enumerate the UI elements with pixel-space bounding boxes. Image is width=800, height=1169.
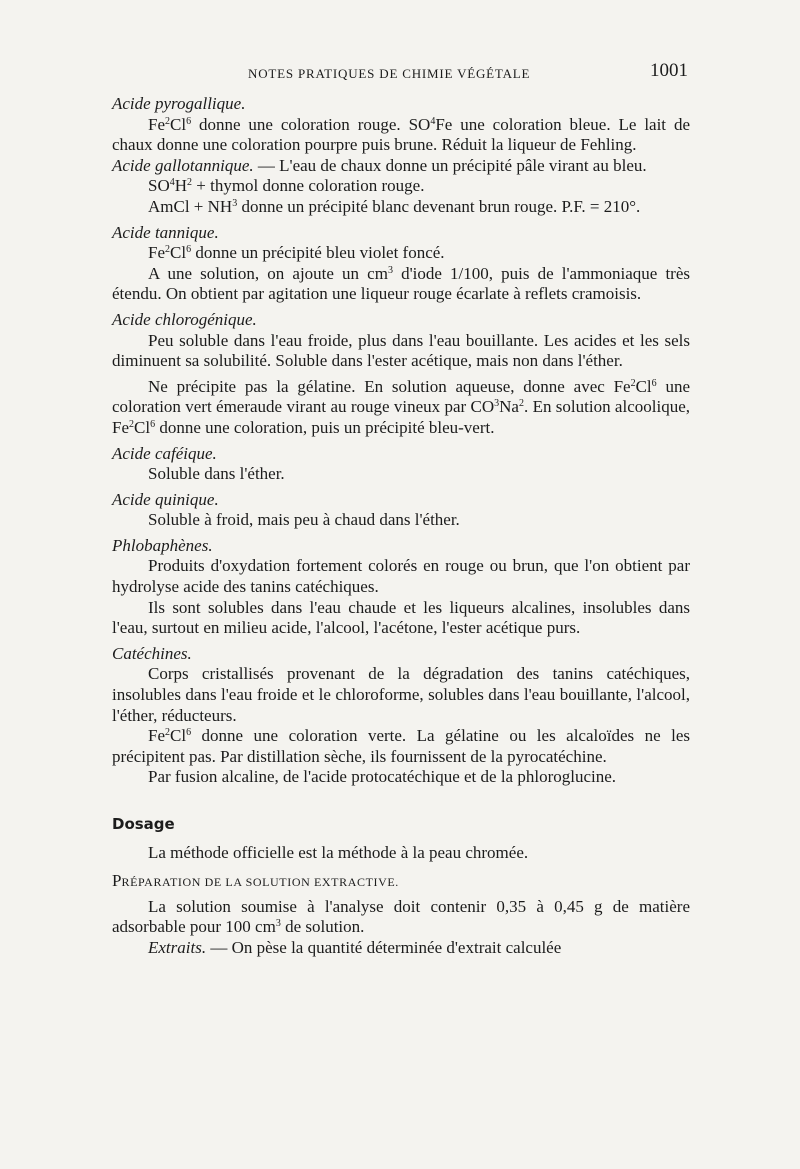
paragraph-phlobaphenes-1: Produits d'oxydation fortement colorés en rouge ou brun, que l'on obtient par hydrolyse acide des tanins catéchiques. <box>112 556 690 597</box>
paragraph-quinique: Soluble à froid, mais peu à chaud dans l'éther. <box>148 510 460 530</box>
running-head: NOTES PRATIQUES DE CHIMIE VÉGÉTALE <box>248 66 531 81</box>
extraits-label: Extraits. <box>148 937 207 957</box>
section-heading-tannique: Acide tannique. <box>112 222 219 242</box>
paragraph-catechines-3: Par fusion alcaline, de l'acide protocatéchique et de la phloroglucine. <box>148 767 617 787</box>
paragraph-cafeique: Soluble dans l'éther. <box>148 464 285 484</box>
section-heading-cafeique: Acide caféique. <box>112 443 217 463</box>
paragraph-tannique-2: A une solution, on ajoute un $cm^3$ d'iode 1/100, puis de l'ammoniaque très étendu. On obtient par agitation une liqueur rouge écarlate à reflets cramoisis. <box>112 263 690 304</box>
page-number: 1001 <box>650 60 688 81</box>
section-heading-phlobaphenes: Phlobaphènes. <box>112 535 213 555</box>
page-header <box>248 60 688 86</box>
page-body <box>112 92 690 959</box>
paragraph-pyrogallique: Fe$^2$Cl$^6$ donne une coloration rouge. $SO^4Fe$ une coloration bleue. Le lait de chaux donne une coloration pourpre puis brune. Réduit la liqueur de Fehling. <box>112 114 690 155</box>
section-heading-catechines: Catéchines. <box>112 643 192 663</box>
paragraph-chlorogenique-1: Peu soluble dans l'eau froide, plus dans l'eau bouillante. Les acides et les sels diminuent sa solubilité. Soluble dans l'ester acétique, mais non dans l'éther. <box>112 330 690 371</box>
paragraph-dosage-methode: La méthode officielle est la méthode à la peau chromée. <box>148 842 529 862</box>
paragraph-gallotannique: Acide gallotannique. — L'eau de chaux donne un précipité pâle virant au bleu. <box>112 155 647 175</box>
paragraph-chlorogenique-2: Ne précipite pas la gélatine. En solution aqueuse, donne avec Fe$^2$Cl$^6$ une coloration vert émeraude virant au rouge vineux par $CO^3Na^2$. En solution alcoolique, Fe$^2$Cl$^6$ donne une coloration, puis un précipité bleu-vert. <box>112 376 690 437</box>
paragraph-gallotannique-thymol: $SO^4H^2$ + thymol donne coloration rouge. <box>148 176 425 196</box>
section-heading-pyrogallique: Acide pyrogallique. <box>112 94 246 113</box>
paragraph-phlobaphenes-2: Ils sont solubles dans l'eau chaude et les liqueurs alcalines, insolubles dans l'eau, surtout en milieu acide, l'alcool, l'acétone, l'ester acétique purs. <box>112 597 690 638</box>
paragraph-gallotannique-amcl: AmCl + $NH^3$ donne un précipité blanc devenant brun rouge. P.F. = 210°. <box>148 196 641 216</box>
section-heading-dosage: Dosage <box>112 815 175 833</box>
section-heading-chlorogenique: Acide chlorogénique. <box>112 309 257 329</box>
section-heading-quinique: Acide quinique. <box>112 489 219 509</box>
paragraph-dosage-solution: La solution soumise à l'analyse doit contenir 0,35 à 0,45 g de matière adsorbable pour 100 $cm^3$ de solution. <box>112 896 690 937</box>
section-heading-gallotannique: Acide gallotannique. <box>112 155 254 175</box>
paragraph-tannique-1: Fe$^2$Cl$^6$ donne un précipité bleu violet foncé. <box>148 243 445 263</box>
paragraph-catechines-1: Corps cristallisés provenant de la dégradation des tanins catéchiques, insolubles dans l'eau froide et le chloroforme, solubles dans l'eau bouillante, l'alcool, l'éther, réducteurs. <box>112 664 690 725</box>
paragraph-catechines-2: Fe$^2$Cl$^6$ donne une coloration verte. La gélatine ou les alcaloïdes ne les précipitent pas. Par distillation sèche, ils fournissent de la pyrocatéchine. <box>112 726 690 766</box>
subheading-preparation: PRÉPARATION DE LA SOLUTION EXTRACTIVE. <box>112 871 399 891</box>
paragraph-dosage-extraits: Extraits. — On pèse la quantité déterminée d'extrait calculée <box>148 937 562 957</box>
